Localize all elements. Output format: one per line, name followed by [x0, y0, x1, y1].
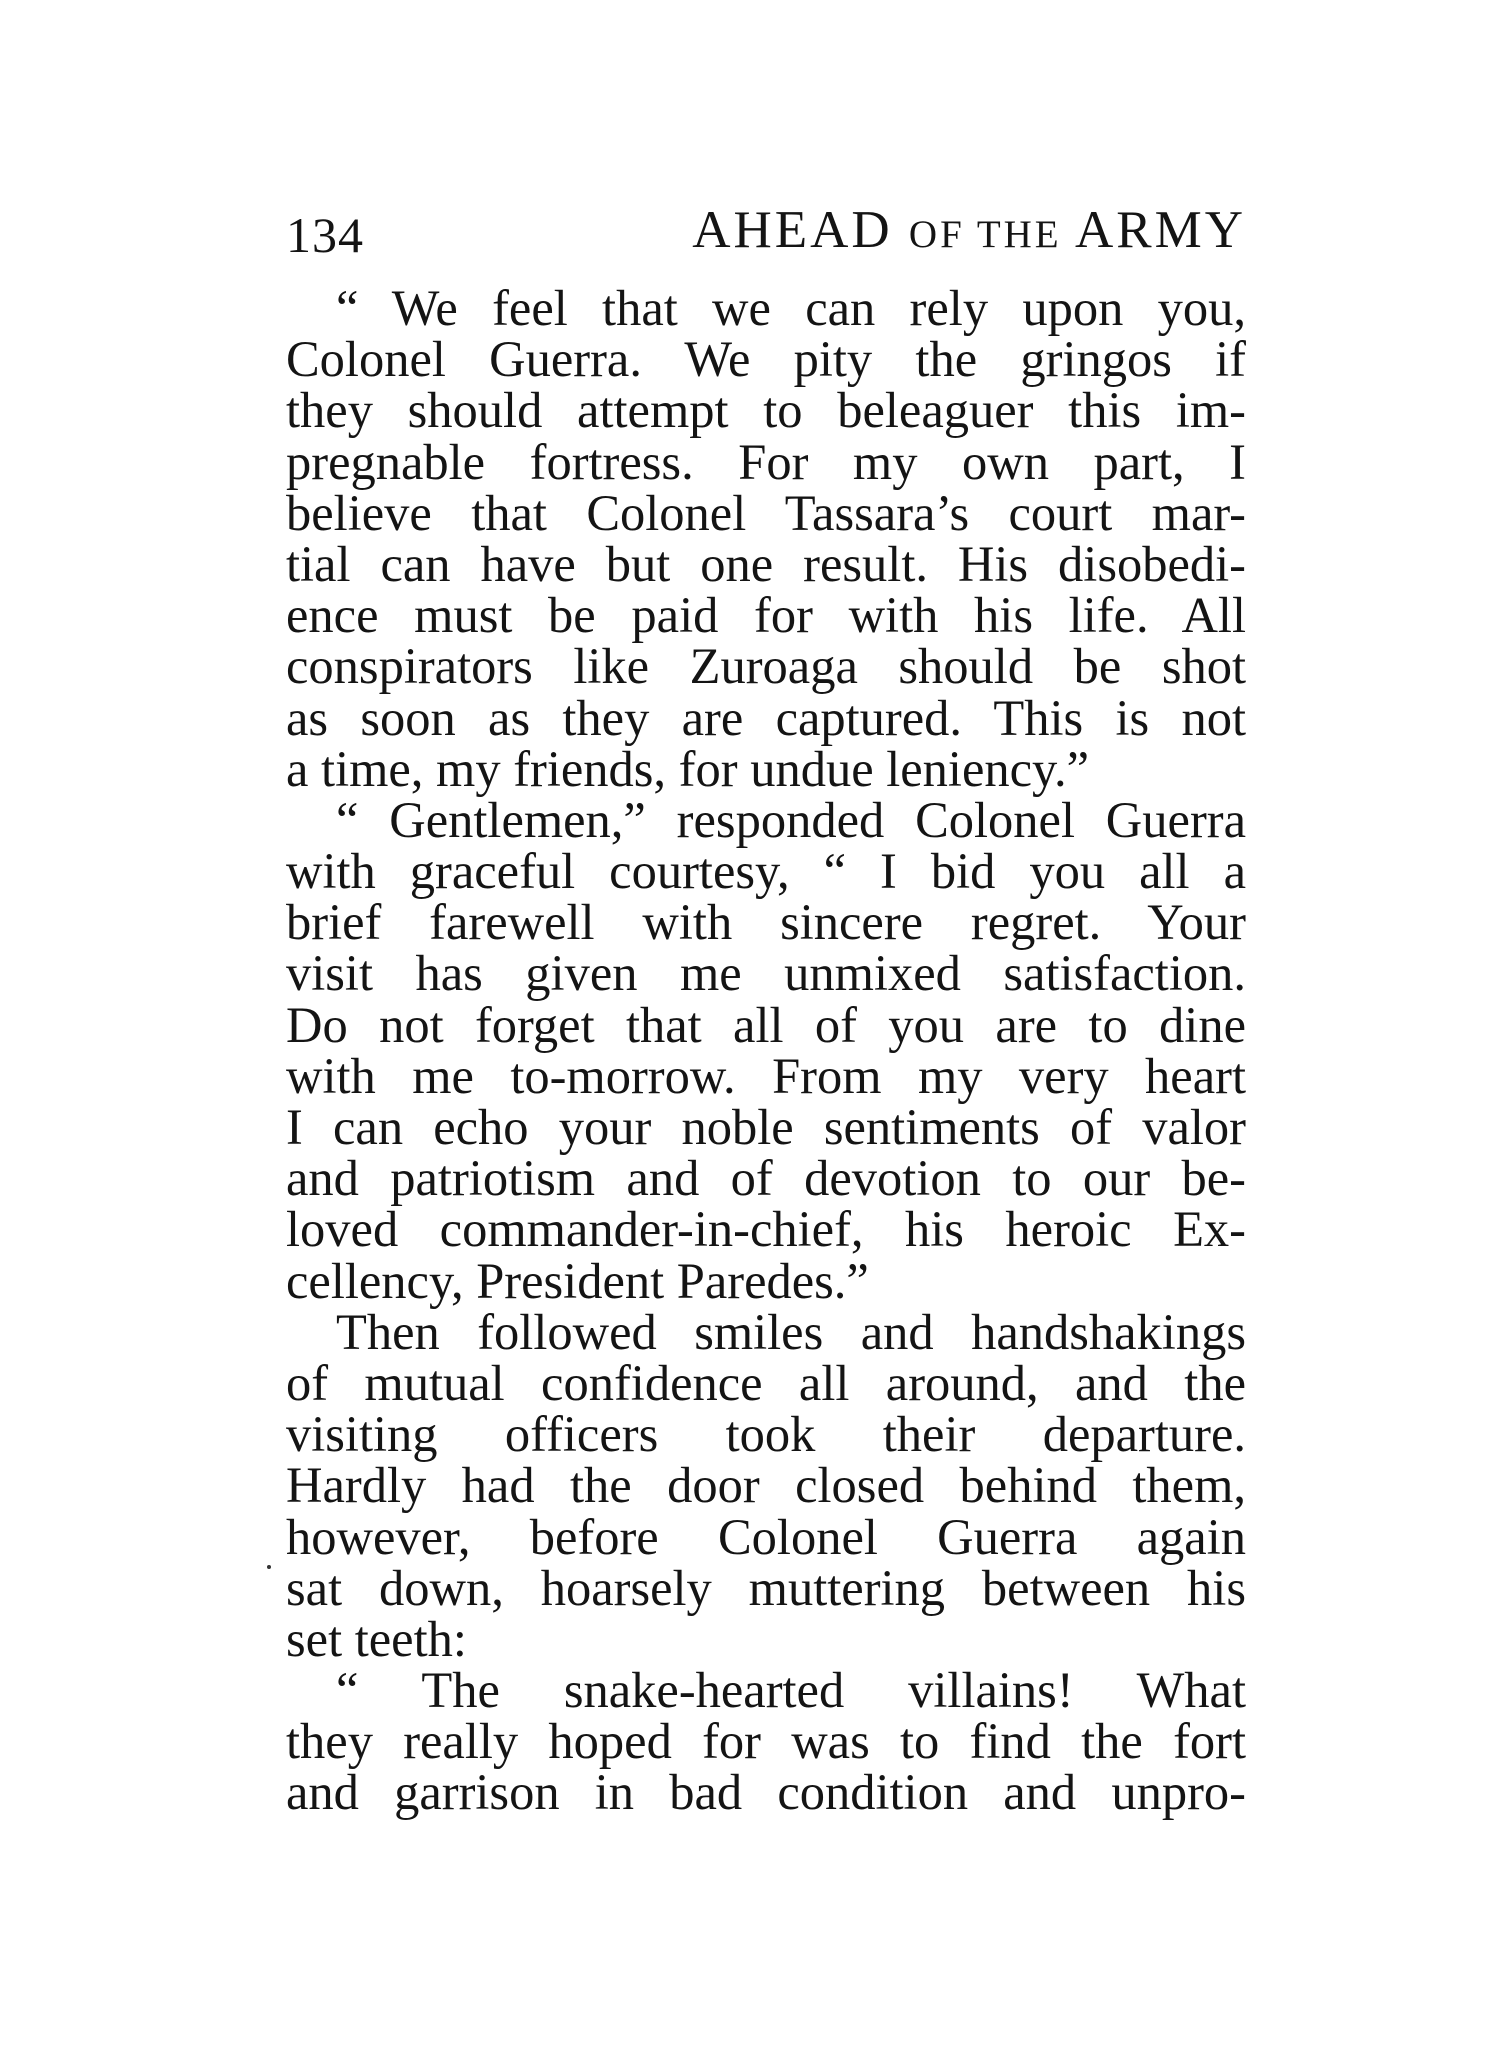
text-line: visiting officers took their departure.: [286, 1406, 1246, 1463]
text-line: “ Gentlemen,” responded Colonel Guerra: [336, 791, 1246, 848]
text-line: they really hoped for was to find the fort: [286, 1713, 1246, 1770]
text-line: Do not forget that all of you are to dine: [286, 996, 1246, 1053]
text-line: pregnable fortress. For my own part, I: [286, 433, 1246, 490]
title-words-of-the: OF THE: [908, 213, 1062, 256]
text-line: with graceful courtesy, “ I bid you all a: [286, 843, 1246, 900]
text-line: a time, my friends, for undue leniency.”: [286, 740, 1090, 797]
text-line: “ We feel that we can rely upon you,: [336, 280, 1246, 336]
text-line: however, before Colonel Guerra again: [286, 1508, 1246, 1565]
text-line: of mutual confidence all around, and the: [286, 1354, 1246, 1411]
text-line: “ The snake-hearted villains! What: [336, 1662, 1246, 1719]
running-title: [286, 200, 1246, 260]
running-head: [286, 200, 1246, 270]
text-line: tial can have but one result. His disobedi-: [286, 535, 1246, 592]
text-line: and patriotism and of devotion to our be-: [286, 1150, 1246, 1207]
stray-ink-dot: [267, 1565, 271, 1569]
text-line: Hardly had the door closed behind them,: [286, 1457, 1246, 1514]
text-line: cellency, President Paredes.”: [286, 1252, 869, 1309]
title-word-ahead: AHEAD: [692, 201, 893, 259]
text-line: sat down, hoarsely muttering between his: [286, 1559, 1246, 1616]
text-line: set teeth:: [286, 1610, 467, 1667]
text-line: believe that Colonel Tassara’s court mar-: [286, 484, 1246, 541]
text-line: loved commander-in-chief, his heroic Ex-: [286, 1201, 1246, 1258]
text-line: I can echo your noble sentiments of valor: [286, 1099, 1246, 1155]
text-line: and garrison in bad condition and unpro-: [286, 1764, 1246, 1821]
text-line: as soon as they are captured. This is not: [286, 689, 1246, 746]
text-line: with me to-morrow. From my very heart: [286, 1047, 1246, 1104]
text-line: brief farewell with sincere regret. Your: [286, 894, 1246, 951]
text-line: ence must be paid for with his life. All: [286, 587, 1246, 644]
text-line: they should attempt to beleaguer this im-: [286, 382, 1246, 439]
page-number: 134: [286, 207, 364, 263]
text-line: visit has given me unmixed satisfaction.: [286, 945, 1246, 1002]
title-word-army: ARMY: [1074, 201, 1246, 259]
body-text: [286, 280, 1246, 1821]
text-line: conspirators like Zuroaga should be shot: [286, 638, 1246, 695]
text-line: Then followed smiles and handshakings: [336, 1303, 1246, 1360]
text-line: Colonel Guerra. We pity the gringos if: [286, 331, 1246, 388]
